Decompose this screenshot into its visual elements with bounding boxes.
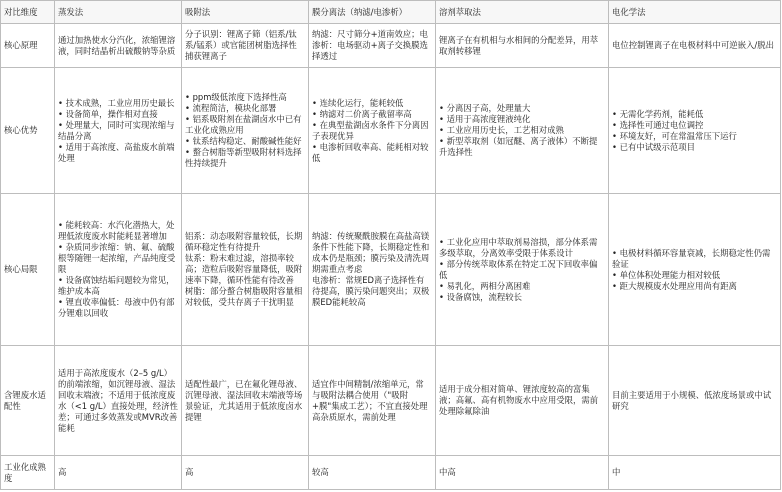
list-item: • 在典型盐湖卤水条件下分离因子表现优异 [312, 119, 429, 141]
list-item: • 工业应用历史长，工艺相对成熟 [439, 125, 564, 135]
row-limitation [1, 194, 781, 346]
cell-limitation-membrane [309, 194, 436, 346]
list-item: • 距大规模废水处理应用尚有距离 [612, 280, 737, 291]
list-item: • 工业化应用中萃取剂易溶损，部分体系需多级萃取，分离效率受限于体系设计 [439, 236, 598, 258]
row-maturity [1, 456, 781, 490]
row-label-suitability: 含锂废水适配性 [1, 346, 55, 456]
list-item: • 螯合树脂等新型吸附材料选择性持续提升 [185, 147, 302, 168]
row-label-maturity: 工业化成熟度 [1, 456, 55, 490]
row-label-advantage: 核心优势 [1, 68, 55, 194]
text-block: 树脂：部分螯合树脂吸附容量相对较低，受共存离子干扰明显 [185, 286, 303, 307]
cell-suitability-adsorb: 适配性最广，已在氟化锂母液、沉锂母液、湿法回收末端液等场景验证，尤其适用于低浓度卤水提锂 [182, 346, 309, 456]
cell-maturity-electro: 中 [609, 456, 781, 490]
list-item: • 设备腐蚀结垢问题较为常见，维护成本高 [58, 275, 175, 296]
list-item: • 流程简洁，模块化部署 [185, 103, 277, 113]
cell-maturity-adsorb: 高 [182, 456, 309, 490]
cell-limitation-evap [55, 194, 182, 346]
list-item: • 环境友好，可在常温常压下运行 [612, 130, 737, 141]
list-item: • ppm级低浓度下选择性高 [185, 92, 287, 102]
list-item: • 无需化学药剂，能耗低 [612, 108, 704, 119]
list-item: • 处理量大，同时可实现浓缩与结晶分离 [58, 119, 175, 141]
list-item: • 杂质同步浓缩：钠、氟、硫酸根等随锂一起浓缩，产品纯度受限 [58, 242, 176, 274]
list-item: • 电渗析回收率高、能耗相对较低 [312, 141, 429, 163]
cell-advantage-evap [55, 68, 182, 194]
header-adsorption: 吸附法 [182, 1, 309, 24]
list-item: • 钛系结构稳定、耐酸碱性能好 [185, 136, 302, 146]
cell-advantage-electro [609, 68, 781, 194]
cell-advantage-membrane [309, 68, 436, 194]
row-label-principle: 核心原理 [1, 24, 55, 68]
row-suitability [1, 346, 781, 456]
cell-limitation-adsorb [182, 194, 309, 346]
row-principle [1, 24, 781, 68]
cell-advantage-solvent [436, 68, 609, 194]
cell-suitability-evap: 适用于高浓度废水（2–5 g/L）的前端浓缩，如沉锂母液、湿法回收末端液；不适用于低浓度废水（<1 g/L）直接处理，经济性差；可通过多效蒸发或MVR改善能耗 [55, 346, 182, 456]
text-block: 电渗析：常规ED离子选择性有待提高，膜污染问题突出；双极膜ED能耗较高 [312, 275, 430, 307]
list-item: • 选择性可通过电位调控 [612, 119, 704, 130]
header-electrochemical: 电化学法 [609, 1, 781, 24]
cell-principle-membrane: 纳滤：尺寸筛分+道南效应；电渗析：电场驱动+离子交换膜选择透过 [309, 24, 436, 68]
list-item: • 部分传统萃取体系在特定工况下回收率偏低 [439, 258, 598, 280]
row-label-limitation: 核心局限 [1, 194, 55, 346]
list-item: • 已有中试级示范项目 [612, 141, 695, 152]
list-item: • 设备简单，操作相对直接 [58, 108, 158, 119]
list-item: • 设备腐蚀，流程较长 [439, 291, 522, 302]
header-row [1, 1, 781, 24]
cell-maturity-evap: 高 [55, 456, 182, 490]
cell-suitability-membrane: 适宜作中间精制/浓缩单元，常与吸附法耦合使用（"吸附+膜"集成工艺）；不宜直接处理高杂质原水，需前处理 [309, 346, 436, 456]
cell-suitability-electro: 目前主要适用于小规模、低浓度场景或中试研究 [609, 346, 781, 456]
header-dimension: 对比维度 [1, 1, 55, 24]
list-item: • 新型萃取剂（如冠醚、离子液体）不断提升选择性 [439, 136, 598, 157]
header-evaporation: 蒸发法 [55, 1, 182, 24]
list-item: • 分离因子高，处理量大 [439, 103, 531, 113]
list-item: • 连续化运行，能耗较低 [312, 97, 404, 108]
header-membrane: 膜分离法（纳滤/电渗析） [309, 1, 436, 24]
list-item: • 锂直收率偏低：母液中仍有部分锂难以回收 [58, 297, 175, 318]
list-item: • 铝系吸附剂在盐湖卤水中已有工业化成熟应用 [185, 114, 302, 135]
cell-maturity-membrane: 较高 [309, 456, 436, 490]
list-item: • 能耗较高：水汽化潜热大，处理低浓度废水时能耗显著增加 [58, 220, 175, 241]
cell-limitation-solvent [436, 194, 609, 346]
row-advantage [1, 68, 781, 194]
list-item: • 电极材料循环容量衰减，长期稳定性仍需验证 [612, 247, 771, 269]
header-solvent: 溶剂萃取法 [436, 1, 609, 24]
cell-principle-adsorb: 分子识别：锂离子筛（铝系/钛系/锰系）或官能团树脂选择性捕获锂离子 [182, 24, 309, 68]
list-item: • 适用于高浓度锂液纯化 [439, 114, 531, 124]
cell-maturity-solvent: 中高 [436, 456, 609, 490]
list-item: • 适用于高浓度、高盐废水前端处理 [58, 141, 175, 163]
cell-suitability-solvent: 适用于成分相对简单、锂浓度较高的富集液；高氟、高有机物废水中应用受限，需前处理除氟除油 [436, 346, 609, 456]
list-item: • 易乳化，两相分离困难 [439, 280, 531, 291]
list-item: • 技术成熟，工业应用历史最长 [58, 97, 175, 108]
text-block: 铝系：动态吸附容量较低，长期循环稳定性有待提升 [185, 231, 303, 252]
cell-principle-evap: 通过加热使水分汽化，浓缩锂溶液，同时结晶析出硫酸钠等杂质 [55, 24, 182, 68]
cell-advantage-adsorb [182, 68, 309, 194]
cell-limitation-electro [609, 194, 781, 346]
cell-principle-solvent: 锂离子在有机相与水相间的分配差异，用萃取剂转移锂 [436, 24, 609, 68]
list-item: • 纳滤对二价离子截留率高 [312, 108, 412, 119]
list-item: • 单位体积处理能力相对较低 [612, 269, 721, 280]
text-block: 钛系：粉末难过滤，溶损率较高；造粒后吸附容量降低，吸附速率下降，循环性能有待改善 [185, 253, 303, 285]
cell-principle-electro: 电位控制锂离子在电极材料中可逆嵌入/脱出 [609, 24, 781, 68]
text-block: 纳滤：传统聚酰胺膜在高盐高镁条件下性能下降，长期稳定性和成本仍是瓶颈；膜污染及清洗周期需重点考虑 [312, 231, 430, 274]
